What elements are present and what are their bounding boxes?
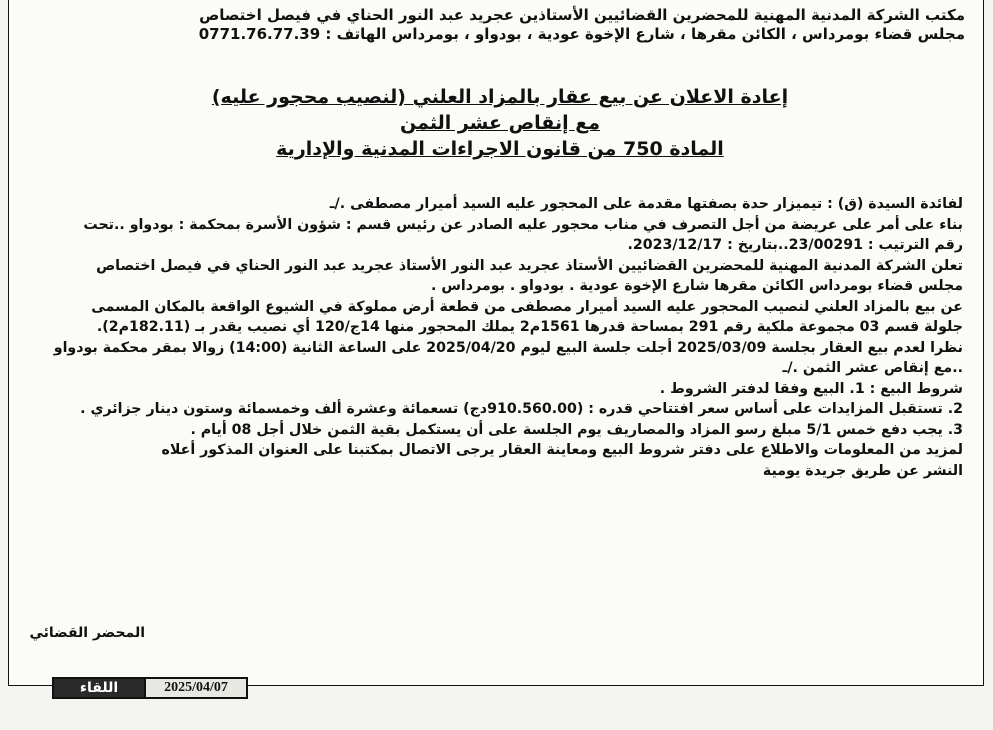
announcement-title [200, 84, 800, 162]
property-paragraph: عن بيع بالمزاد العلني لنصيب المحجور عليه السيد أميرار مصطفى من قطعة أرض مملوكة في الشيوع الواقعة بالمكان المسمى جلولة قسم 03 مجموعة ملكية رقم 291 بمساحة قدرها 1561م2 يملك المحجور منها 14ج/120 أي نصيب يقدر بـ (182.11م2). [91, 298, 963, 335]
opening-price-paragraph: 2. تستقبل المزايدات على أساس سعر افتتاحي قدره : (910.560.00دج) تسعمائة وعشرة ألف وخمسمائة وستون دينار جزائري . [80, 401, 963, 417]
publication-date: 2025/04/07 [146, 679, 246, 697]
title-line-3: المادة 750 من قانون الاجراءات المدنية والإدارية [276, 138, 724, 160]
bailiff-paragraph: تعلن الشركة المدنية المهنية للمحضرين القضائيين الأستاذ عجريد عبد النور الأستاذ عجريد عبد النور الحناي في فيصل اختصاص مجلس قضاء بومرداس الكائن مقرها شارع الإخوة عودية . بودواو . بومرداس . [96, 257, 963, 294]
beneficiary-paragraph: لفائدة السيدة (ق) : تيميزار حدة بصفتها مقدمة على المحجور عليه السيد أميرار مصطفى ./ـ [329, 196, 963, 212]
office-header [125, 6, 965, 44]
newspaper-name: اللقاء [54, 679, 144, 697]
bailiff-signature: المحضر القضائي [29, 625, 145, 641]
title-line-1: إعادة الاعلان عن بيع عقار بالمزاد العلني (لنصيب محجور عليه) [211, 86, 789, 108]
contact-paragraph: لمزيد من المعلومات والاطلاع على دفتر شروط البيع ومعاينة العقار يرجى الاتصال بمكتبنا على العنوان المذكور أعلاه [161, 442, 963, 458]
header-line-1: مكتب الشركة المدنية المهنية للمحضرين القضائيين الأستاذين عجريد عبد النور الحناي في فيصل اختصاص [199, 6, 965, 24]
title-line-2: مع إنقاص عشر الثمن [400, 112, 600, 134]
conditions-paragraph: شروط البيع : 1. البيع وفقا لدفتر الشروط . [659, 380, 963, 397]
header-line-2: مجلس قضاء بومرداس ، الكائن مقرها ، شارع الإخوة عودية ، بودواو ، بومرداس الهاتف : 0771.76.77.39 [198, 25, 965, 43]
payment-paragraph: 3. يجب دفع خمس 5/1 مبلغ رسو المزاد والمصاريف يوم الجلسة على أن يستكمل بقية الثمن خلال أجل 08 أيام . [190, 421, 963, 438]
announcement-body [51, 194, 963, 481]
publication-paragraph: النشر عن طريق جريدة يومية [762, 462, 963, 479]
court-order-paragraph: بناء على أمر على عريضة من أجل التصرف في مناب محجور عليه الصادر عن رئيس قسم : شؤون الأسرة بمحكمة : بودواو ..تحت رقم الترتيب : 23/00291..بتاريخ : 2023/12/17. [83, 216, 963, 253]
session-paragraph: نظرا لعدم بيع العقار بجلسة 2025/03/09 أجلت جلسة البيع ليوم 2025/04/20 على الساعة الثانية (14:00) زوالا بمقر محكمة بودواو ..مع إنقاص عشر الثمن ./ـ [53, 339, 963, 376]
